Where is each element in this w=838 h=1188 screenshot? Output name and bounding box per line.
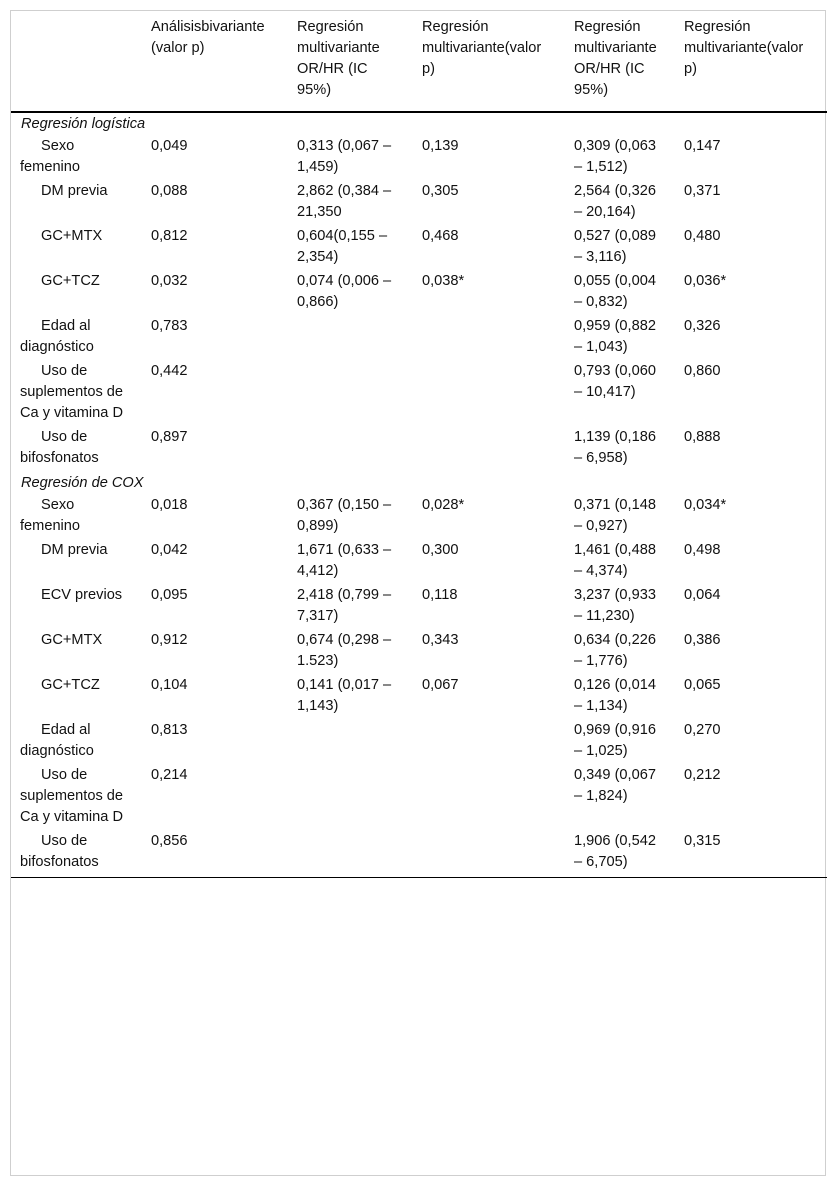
row-label: GC+MTX: [41, 632, 103, 648]
table-cell-c4: 0,634 (0,226 – 1,776): [574, 632, 656, 669]
table-cell-c2: 1,671 (0,633 – 4,412): [297, 542, 392, 579]
table-cell-c3: 0,118: [422, 587, 458, 603]
row-label-cell: [11, 585, 141, 630]
table-cell-c2: [287, 316, 412, 361]
table-cell-c4: 2,564 (0,326 – 20,164): [574, 183, 656, 220]
table-cell-c2: [287, 427, 412, 472]
section-title: Regresión de COX: [21, 475, 144, 491]
table-cell-c5: 0,064: [684, 587, 721, 603]
row-label-cell: [11, 540, 141, 585]
table-row: [11, 540, 827, 585]
table-cell-c1: 0,104: [151, 677, 188, 693]
table-cell-c5: 0,065: [684, 677, 721, 693]
table-row: [11, 136, 827, 181]
results-table: [11, 11, 827, 878]
table-row: [11, 181, 827, 226]
row-label: Uso de suplementos de Ca y vitamina D: [20, 767, 124, 825]
row-label: Uso de suplementos de Ca y vitamina D: [20, 363, 124, 421]
table-cell-c1: 0,442: [151, 363, 188, 379]
table-row: [11, 630, 827, 675]
row-label: DM previa: [41, 542, 108, 558]
table-cell-c4: 0,527 (0,089 – 3,116): [574, 228, 656, 265]
table-cell-c4: 0,371 (0,148 – 0,927): [574, 497, 656, 534]
row-label-cell: [11, 495, 141, 540]
table-cell-c4: 0,055 (0,004 – 0,832): [574, 273, 656, 310]
row-label-cell: [11, 427, 141, 472]
table-row: [11, 427, 827, 472]
table-cell-c3: 0,468: [422, 228, 459, 244]
table-cell-c1: 0,032: [151, 273, 188, 289]
section-row: [11, 112, 827, 136]
table-cell-c5: 0,326: [684, 318, 721, 334]
header-cell-multivariate-p-2: Regresión multivariante(valor p): [684, 19, 804, 77]
table-row: [11, 831, 827, 878]
table-cell-c5: 0,498: [684, 542, 721, 558]
table-cell-c1: 0,912: [151, 632, 188, 648]
table-cell-c1: 0,049: [151, 138, 188, 154]
table-cell-c5: 0,315: [684, 833, 721, 849]
table-cell-c2: [287, 720, 412, 765]
header-cell-multivariate-p-1: Regresión multivariante(valor p): [422, 19, 542, 77]
table-cell-c2: [287, 765, 412, 831]
table-cell-c3: 0,300: [422, 542, 459, 558]
table-cell-c5: 0,034*: [684, 497, 727, 513]
table-cell-c5: 0,270: [684, 722, 721, 738]
row-label: Uso de bifosfonatos: [20, 833, 99, 870]
table-row: [11, 361, 827, 427]
table-cell-c4: 0,969 (0,916 – 1,025): [574, 722, 656, 759]
table-cell-c4: 0,349 (0,067 – 1,824): [574, 767, 656, 804]
row-label-cell: [11, 720, 141, 765]
table-cell-c2: 2,418 (0,799 – 7,317): [297, 587, 392, 624]
row-label: Uso de bifosfonatos: [20, 429, 99, 466]
row-label: Edad al diagnóstico: [20, 318, 94, 355]
table-cell-c3: 0,028*: [422, 497, 465, 513]
row-label-cell: [11, 271, 141, 316]
row-label: GC+TCZ: [41, 273, 100, 289]
table-cell-c1: 0,783: [151, 318, 188, 334]
table-cell-c4: 0,959 (0,882 – 1,043): [574, 318, 656, 355]
table-cell-c5: 0,371: [684, 183, 721, 199]
table-cell-c2: 0,313 (0,067 – 1,459): [297, 138, 392, 175]
table-cell-c3: [412, 361, 564, 427]
table-cell-c2: 0,141 (0,017 – 1,143): [297, 677, 392, 714]
table-cell-c4: 1,906 (0,542 – 6,705): [574, 833, 656, 870]
row-label: GC+MTX: [41, 228, 103, 244]
row-label-cell: [11, 831, 141, 878]
row-label-cell: [11, 226, 141, 271]
table-cell-c3: [412, 316, 564, 361]
table-cell-c5: 0,480: [684, 228, 721, 244]
header-row: [11, 11, 827, 112]
row-label-cell: [11, 361, 141, 427]
table-cell-c1: 0,812: [151, 228, 188, 244]
table-cell-c2: 2,862 (0,384 – 21,350: [297, 183, 392, 220]
table-cell-c3: 0,305: [422, 183, 459, 199]
table-cell-c4: 1,461 (0,488 – 4,374): [574, 542, 656, 579]
table-cell-c1: 0,095: [151, 587, 188, 603]
table-cell-c1: 0,813: [151, 722, 188, 738]
row-label-cell: [11, 316, 141, 361]
table-cell-c3: 0,139: [422, 138, 459, 154]
table-cell-c2: 0,074 (0,006 – 0,866): [297, 273, 392, 310]
table-row: [11, 720, 827, 765]
row-label: ECV previos: [41, 587, 123, 603]
row-label-cell: [11, 765, 141, 831]
table-row: [11, 765, 827, 831]
table-row: [11, 495, 827, 540]
table-cell-c2: 0,604(0,155 – 2,354): [297, 228, 388, 265]
table-cell-c5: 0,860: [684, 363, 721, 379]
header-cell-empty: [11, 11, 141, 112]
table-row: [11, 316, 827, 361]
table-cell-c5: 0,036*: [684, 273, 727, 289]
table-cell-c3: 0,038*: [422, 273, 465, 289]
header-cell-multivariate-orhr-1: Regresión multivariante OR/HR (IC 95%): [297, 19, 380, 98]
table-cell-c4: 0,793 (0,060 – 10,417): [574, 363, 656, 400]
table-cell-c2: 0,674 (0,298 – 1.523): [297, 632, 392, 669]
row-label-cell: [11, 630, 141, 675]
table-cell-c4: 1,139 (0,186 – 6,958): [574, 429, 656, 466]
table-cell-c5: 0,888: [684, 429, 721, 445]
table-cell-c4: 0,126 (0,014 – 1,134): [574, 677, 656, 714]
table-cell-c4: 3,237 (0,933 – 11,230): [574, 587, 656, 624]
table-cell-c3: [412, 831, 564, 878]
row-label: GC+TCZ: [41, 677, 100, 693]
row-label: DM previa: [41, 183, 108, 199]
table-row: [11, 226, 827, 271]
table-cell-c1: 0,018: [151, 497, 188, 513]
table-cell-c4: 0,309 (0,063 – 1,512): [574, 138, 656, 175]
row-label: Edad al diagnóstico: [20, 722, 94, 759]
table-row: [11, 585, 827, 630]
table-cell-c3: 0,343: [422, 632, 459, 648]
row-label: Sexo femenino: [20, 497, 81, 534]
table-cell-c3: [412, 427, 564, 472]
table-row: [11, 271, 827, 316]
table-cell-c1: 0,042: [151, 542, 188, 558]
row-label: Sexo femenino: [20, 138, 81, 175]
table-cell-c2: [287, 361, 412, 427]
table-cell-c2: 0,367 (0,150 – 0,899): [297, 497, 392, 534]
table-cell-c1: 0,214: [151, 767, 188, 783]
table-cell-c1: 0,856: [151, 833, 188, 849]
header-cell-bivariate-p: Análisisbivariante (valor p): [151, 19, 265, 56]
table-cell-c3: [412, 765, 564, 831]
row-label-cell: [11, 675, 141, 720]
section-row: [11, 472, 827, 495]
table-cell-c2: [287, 831, 412, 878]
table-cell-c3: 0,067: [422, 677, 459, 693]
header-cell-multivariate-orhr-2: Regresión multivariante OR/HR (IC 95%): [574, 19, 657, 98]
table-row: [11, 675, 827, 720]
table-cell-c1: 0,088: [151, 183, 188, 199]
table-cell-c1: 0,897: [151, 429, 188, 445]
row-label-cell: [11, 136, 141, 181]
table-cell-c5: 0,386: [684, 632, 721, 648]
table-cell-c5: 0,212: [684, 767, 721, 783]
table-cell-c3: [412, 720, 564, 765]
row-label-cell: [11, 181, 141, 226]
table-cell-c5: 0,147: [684, 138, 721, 154]
section-title: Regresión logística: [21, 116, 146, 132]
table-container: [10, 10, 826, 1176]
table-body: [11, 112, 827, 878]
